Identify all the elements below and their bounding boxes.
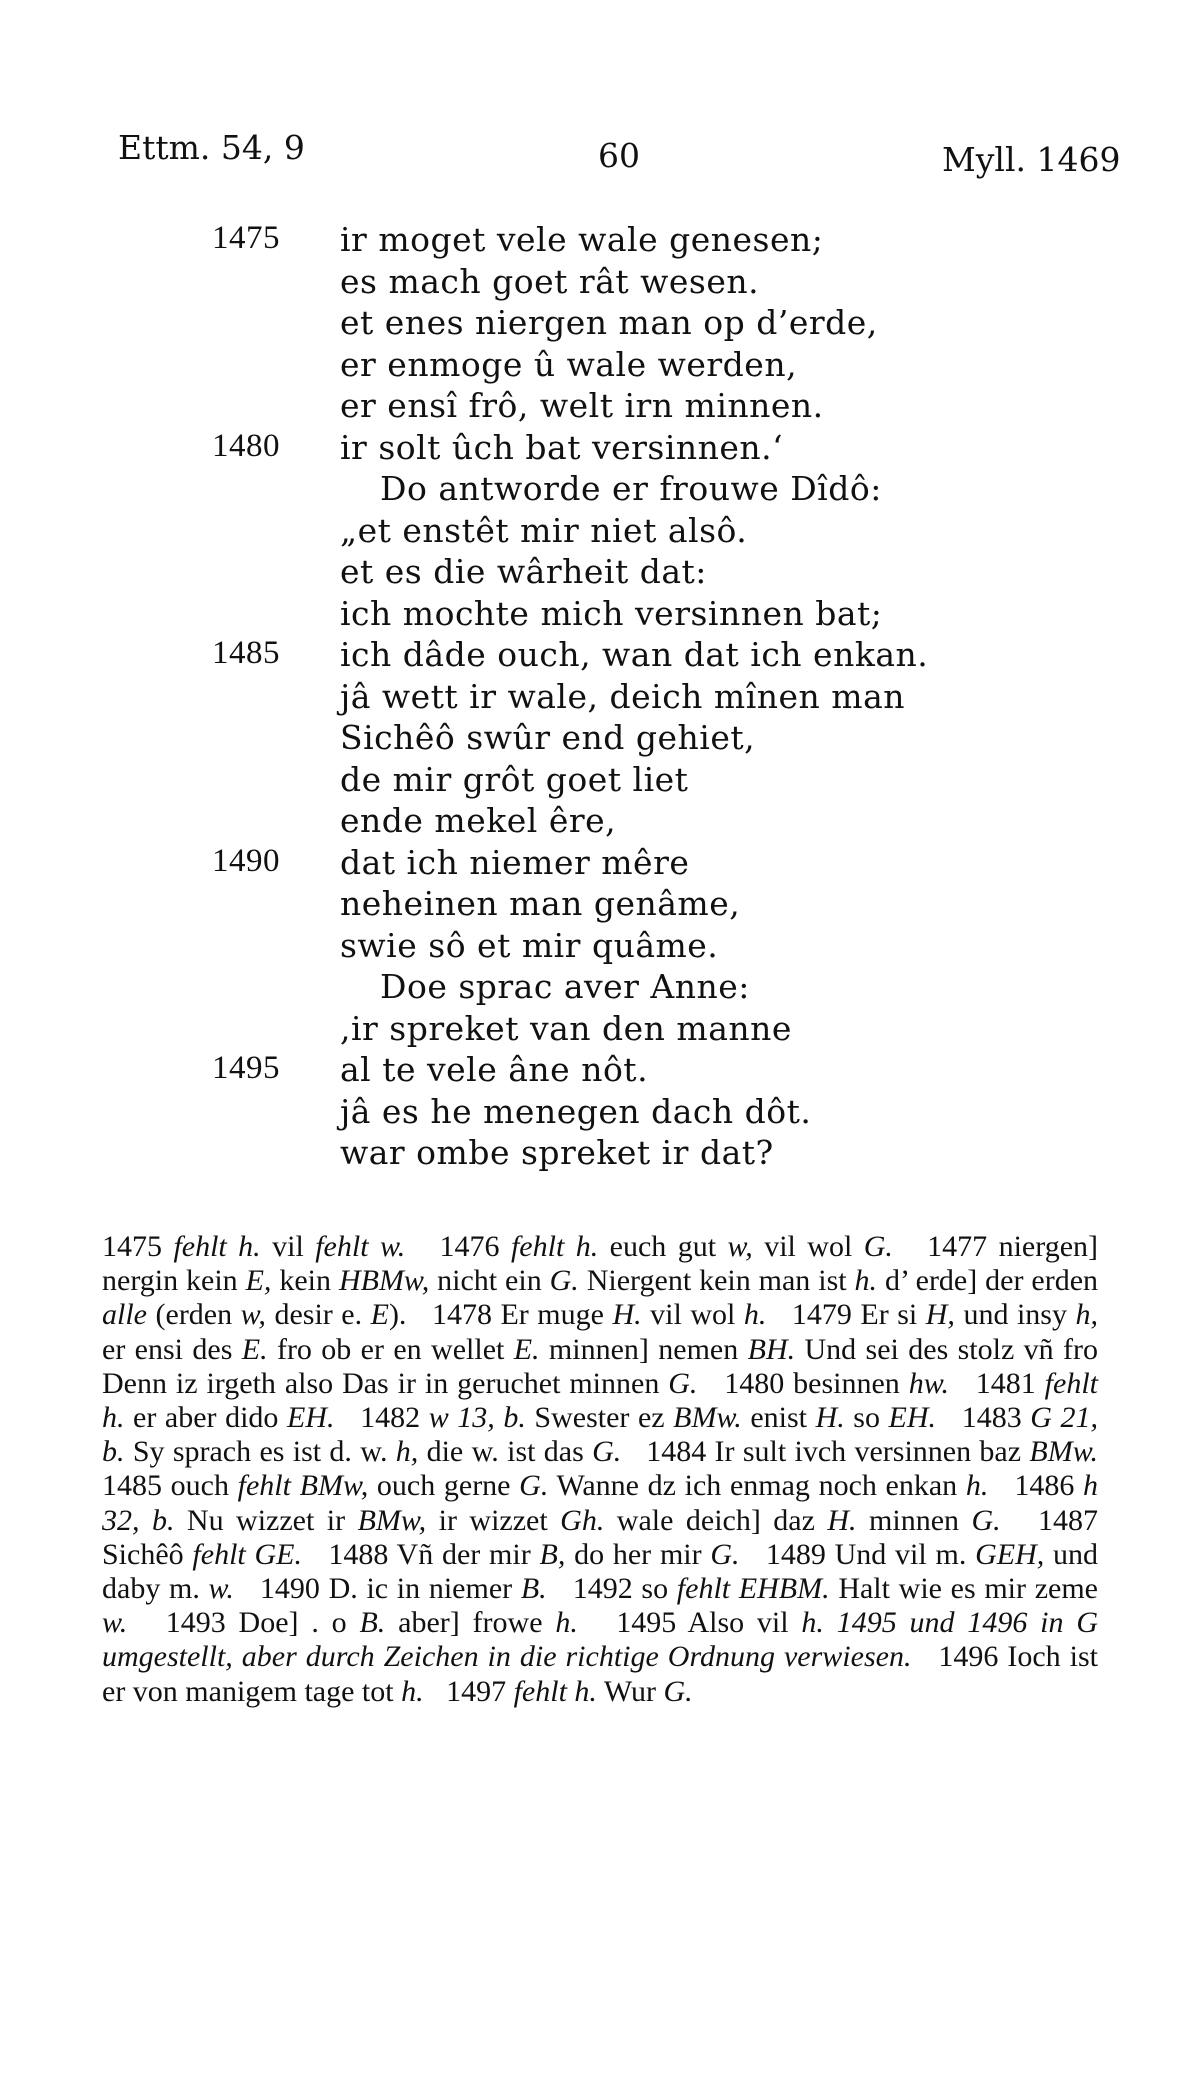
verse-line	[0, 1092, 1200, 1136]
apparatus-segment: h.	[401, 1674, 424, 1708]
verse-text-line: ir solt ûch bat versinnen.‘	[340, 427, 784, 467]
apparatus-segment: und daby m.	[102, 1537, 1106, 1606]
apparatus-segment: H.	[612, 1298, 642, 1332]
apparatus-segment: desir e.	[265, 1298, 371, 1332]
apparatus-segment: h,	[1075, 1298, 1098, 1332]
verse-line	[0, 884, 1200, 928]
apparatus-segment: w 13, b.	[428, 1401, 526, 1435]
apparatus-segment: G.	[863, 1230, 893, 1263]
verse-text-line: swie sô et mir quâme.	[340, 925, 719, 965]
apparatus-segment: G.	[668, 1366, 698, 1400]
apparatus-segment: BMw.	[673, 1401, 742, 1435]
verse-line	[0, 594, 1200, 638]
apparatus-segment: fehlt EHBM.	[676, 1572, 830, 1606]
verse-text-line: neheinen man genâme,	[340, 884, 741, 923]
verse-line	[0, 635, 1200, 679]
header-source-left: Ettm. 54, 9	[118, 128, 305, 167]
verse-line	[0, 718, 1200, 762]
apparatus-segment: 1495 Also vil	[577, 1606, 802, 1640]
verse-text-line: ,ir spreket van den manne	[340, 1008, 792, 1048]
apparatus-segment: er aber dido	[124, 1401, 287, 1435]
apparatus-segment: h.	[854, 1264, 878, 1298]
verse-text-line: et es die wârheit dat:	[340, 552, 707, 591]
verse-text-line: jâ wett ir wale, deich mînen man	[340, 676, 906, 716]
verse-line	[0, 428, 1200, 472]
verse-text-line: Sichêô swûr end gehiet,	[340, 718, 756, 757]
apparatus-segment: Niergent kein man ist	[578, 1264, 855, 1298]
apparatus-segment: G.	[592, 1435, 622, 1469]
apparatus-segment: minnen] nemen	[539, 1332, 748, 1366]
apparatus-segment: w,	[240, 1298, 266, 1332]
apparatus-segment: G.	[971, 1503, 1001, 1537]
apparatus-segment: ouch gerne	[368, 1469, 520, 1503]
apparatus-segment: 1476	[405, 1230, 511, 1263]
apparatus-segment: B.	[520, 1572, 547, 1606]
verse-text-line: Doe sprac aver Anne:	[380, 967, 750, 1006]
verse-line	[0, 262, 1200, 306]
apparatus-segment: 1492 so	[546, 1572, 677, 1606]
apparatus-segment: h.	[743, 1298, 767, 1332]
apparatus-segment: BH.	[747, 1332, 796, 1366]
verse-text-line: dat ich niemer mêre	[340, 842, 690, 882]
verse-number: 1485	[212, 635, 280, 671]
verse-text-line: ir moget vele wale genesen;	[340, 220, 824, 259]
verse-line	[0, 801, 1200, 845]
apparatus-segment: Nu wizzet ir	[174, 1503, 358, 1537]
apparatus-segment: h 32, b.	[102, 1469, 1106, 1537]
apparatus-segment: 1495 und 1496 in G umgestellt, aber durch Zeichen in die richtige Ordnung verwiesen.	[102, 1606, 1106, 1674]
apparatus-segment: 1477 niergen] nergin kein	[102, 1230, 1106, 1298]
apparatus-segment: h.	[801, 1606, 824, 1640]
verse-line	[0, 552, 1200, 596]
verse-line	[0, 967, 1200, 1011]
verse-line	[0, 760, 1200, 804]
apparatus-segment: Wanne dz ich enmag noch enkan	[548, 1469, 966, 1503]
apparatus-segment: vil wol	[752, 1230, 864, 1263]
apparatus-segment: fehlt h.	[173, 1230, 261, 1263]
apparatus-segment: 1496 Ioch ist er von manigem tage tot	[102, 1640, 1106, 1708]
apparatus-segment: fehlt h.	[513, 1674, 597, 1708]
verse-line	[0, 511, 1200, 555]
apparatus-segment: 1493 Doe] . o	[127, 1606, 360, 1640]
apparatus-segment: wale deich] daz	[604, 1503, 828, 1537]
page-number: 60	[598, 136, 640, 175]
apparatus-segment: aber] frowe	[385, 1606, 556, 1640]
apparatus-segment: B.	[359, 1606, 386, 1640]
apparatus-segment: w,	[727, 1230, 753, 1263]
apparatus-segment: nicht ein	[429, 1264, 550, 1298]
apparatus-segment: GEH,	[975, 1537, 1045, 1571]
apparatus-segment: E	[370, 1298, 389, 1332]
apparatus-segment: ). 1478 Er muge	[388, 1298, 613, 1332]
verse-line	[0, 677, 1200, 721]
apparatus-segment: Wur	[596, 1674, 664, 1708]
apparatus-segment: Sy sprach es ist d. w.	[124, 1435, 396, 1469]
apparatus-segment: 1488 Vñ der mir	[302, 1537, 540, 1571]
apparatus-segment: 1483	[936, 1401, 1031, 1435]
apparatus-segment: G.	[710, 1537, 740, 1571]
apparatus-segment: 1475	[102, 1230, 174, 1263]
apparatus-segment: Gh.	[560, 1503, 605, 1537]
apparatus-segment: Swester ez	[525, 1401, 674, 1435]
verse-text-line: er ensî frô, welt irn minnen.	[340, 386, 824, 425]
apparatus-segment: E.	[513, 1332, 540, 1366]
apparatus-segment: fro ob er en wellet	[267, 1332, 514, 1366]
apparatus-segment: h,	[395, 1435, 419, 1469]
apparatus-segment: euch gut	[598, 1230, 728, 1263]
verse-text-line: es mach goet rât wesen.	[340, 261, 760, 301]
apparatus-segment: h.	[555, 1606, 578, 1640]
apparatus-segment: 1482	[334, 1401, 429, 1435]
apparatus-segment: 1487 Sichêô	[102, 1503, 1106, 1571]
verse-number: 1475	[212, 220, 280, 256]
verse-text-line: Do antworde er frouwe Dîdô:	[380, 469, 882, 508]
apparatus-segment: 1490 D. ic in niemer	[233, 1572, 521, 1606]
apparatus-segment: minnen	[856, 1503, 972, 1537]
apparatus-segment: Und sei des stolz vñ fro Denn iz irgeth also Das ir in geruchet minnen	[102, 1332, 1106, 1400]
verse-text-line: et enes niergen man op d’erde,	[340, 303, 878, 342]
apparatus-segment: ir wizzet	[426, 1503, 561, 1537]
apparatus-segment: BMw,	[357, 1503, 427, 1537]
apparatus-segment: BMw.	[1029, 1435, 1098, 1469]
verse-line	[0, 843, 1200, 887]
verse-line	[0, 469, 1200, 513]
apparatus-segment: d’ erde] der erden	[877, 1264, 1106, 1298]
apparatus-segment: EH.	[287, 1401, 335, 1435]
verse-text-line: jâ es he menegen dach dôt.	[340, 1091, 812, 1131]
apparatus-segment: 1485 ouch	[102, 1435, 1121, 1503]
apparatus-segment: vil wol	[641, 1298, 744, 1332]
verse-line	[0, 1133, 1200, 1177]
apparatus-segment: (erden	[147, 1298, 241, 1332]
verse-number: 1480	[212, 427, 280, 464]
apparatus-segment: EH.	[888, 1401, 937, 1435]
header-source-right: Myll. 1469	[942, 140, 1121, 179]
apparatus-segment: H.	[815, 1401, 845, 1435]
apparatus-segment: 1486	[988, 1469, 1083, 1503]
apparatus-segment: w.	[208, 1572, 234, 1606]
verse-line	[0, 303, 1200, 347]
apparatus-segment: w.	[102, 1606, 128, 1640]
apparatus-segment: 1479 Er si	[766, 1298, 926, 1332]
apparatus-segment: fehlt w.	[315, 1230, 406, 1263]
apparatus-segment: und insy	[954, 1298, 1076, 1332]
verse-line	[0, 386, 1200, 430]
verse-text-line: al te vele âne nôt.	[340, 1050, 649, 1089]
verse-number: 1490	[212, 842, 280, 879]
apparatus-segment: enist	[741, 1401, 816, 1435]
apparatus-segment: 1484 Ir sult ivch versinnen baz	[621, 1435, 1030, 1469]
apparatus-segment: er ensi des	[102, 1298, 1106, 1366]
apparatus-segment: 1497	[423, 1674, 514, 1708]
apparatus-segment: vil	[260, 1230, 316, 1263]
verse-line	[0, 220, 1200, 264]
verse-text-line: war ombe spreket ir dat?	[340, 1133, 774, 1172]
apparatus-segment: hw.	[908, 1366, 949, 1400]
apparatus-segment: do her mir	[565, 1537, 711, 1571]
verse-line	[0, 1009, 1200, 1053]
apparatus-segment: alle	[102, 1298, 147, 1332]
apparatus-segment: fehlt GE.	[192, 1537, 303, 1571]
verse-line	[0, 926, 1200, 970]
apparatus-segment: Halt wie es mir zeme	[829, 1572, 1106, 1606]
verse-line	[0, 1050, 1200, 1094]
apparatus-segment: G.	[663, 1674, 693, 1708]
verse-text-line: „et enstêt mir niet alsô.	[340, 510, 748, 550]
verse-number: 1495	[212, 1050, 280, 1086]
apparatus-segment: so	[844, 1401, 889, 1435]
apparatus-segment: G 21, b.	[102, 1401, 1106, 1469]
apparatus-segment: H,	[925, 1298, 955, 1332]
apparatus-segment: HBMw,	[338, 1264, 430, 1298]
apparatus-segment: h.	[965, 1469, 989, 1503]
apparatus-segment: die w. ist das	[418, 1435, 593, 1469]
apparatus-segment: B,	[539, 1537, 566, 1571]
running-header	[0, 128, 1200, 178]
apparatus-segment: H.	[827, 1503, 857, 1537]
apparatus-segment: G.	[519, 1469, 549, 1503]
apparatus-segment: fehlt h.	[102, 1366, 1106, 1435]
apparatus-segment: kein	[271, 1264, 339, 1298]
apparatus-segment: 1480 besinnen	[697, 1366, 909, 1400]
verse-text-line: ende mekel êre,	[340, 801, 617, 840]
verse-text-line: ich dâde ouch, wan dat ich enkan.	[340, 635, 929, 674]
apparatus-segment: 1481	[948, 1366, 1045, 1400]
verse-line	[0, 345, 1200, 389]
verse-text-line: de mir grôt goet liet	[340, 759, 689, 799]
apparatus-segment: E.	[241, 1332, 268, 1366]
apparatus-segment: fehlt BMw,	[237, 1469, 369, 1503]
verse-text-line: er enmoge û wale werden,	[340, 344, 798, 384]
verse-text-line: ich mochte mich versinnen bat;	[340, 593, 883, 633]
apparatus-segment: G.	[549, 1264, 579, 1298]
apparatus-segment: fehlt h.	[510, 1230, 599, 1263]
critical-apparatus	[102, 1230, 1121, 1709]
apparatus-segment: 1489 Und vil m.	[739, 1537, 976, 1571]
apparatus-segment: E,	[245, 1264, 272, 1298]
